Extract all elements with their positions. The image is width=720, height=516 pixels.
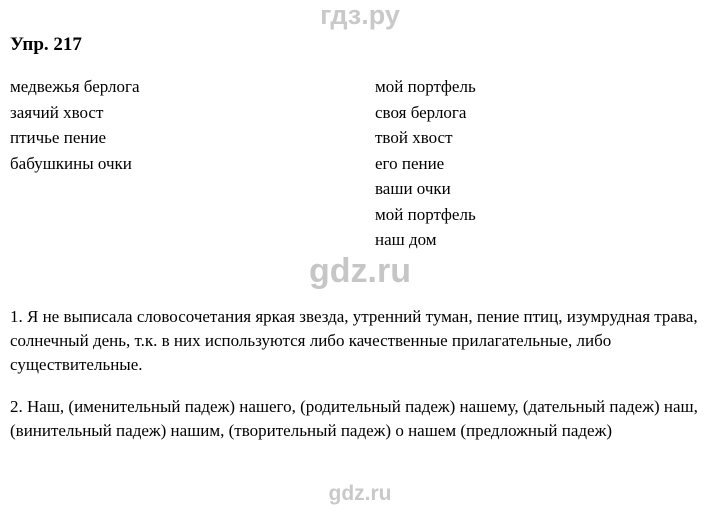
list-item: мой портфель bbox=[375, 204, 476, 224]
list-item: его пение bbox=[375, 153, 445, 173]
page-title: Упр. 217 bbox=[10, 34, 82, 55]
list-item: твой хвост bbox=[375, 128, 453, 147]
phrase-column-left bbox=[10, 74, 340, 176]
phrase-column-right bbox=[375, 74, 705, 253]
list-item: ваши очки bbox=[375, 179, 451, 198]
answer-paragraph-2: 2. Наш, (именительный падеж) нашего, (родительный падеж) нашему, (дательный падеж) наш, (винительный падеж) нашим, (творительный падеж) о нашем (предложный падеж) bbox=[10, 397, 698, 440]
list-item: птичье пение bbox=[10, 128, 107, 147]
list-item: медвежья берлога bbox=[10, 77, 140, 96]
answer-paragraph-1: 1. Я не выписала словосочетания яркая звезда, утренний туман, пение птиц, изумрудная трава, солнечный день, т.к. в них используются либо качественные прилагательные, либо существительные. bbox=[10, 307, 698, 374]
list-item: наш дом bbox=[375, 230, 437, 249]
answers-section bbox=[10, 305, 710, 443]
list-item: мой портфель bbox=[375, 77, 476, 96]
list-item: своя берлога bbox=[375, 102, 467, 122]
watermark-middle: gdz.ru bbox=[309, 252, 411, 290]
list-item: заячий хвост bbox=[10, 102, 104, 122]
watermark-bottom: gdz.ru bbox=[328, 482, 392, 505]
list-item: бабушкины очки bbox=[10, 153, 132, 173]
watermark-top: гдз.ру bbox=[320, 0, 400, 30]
